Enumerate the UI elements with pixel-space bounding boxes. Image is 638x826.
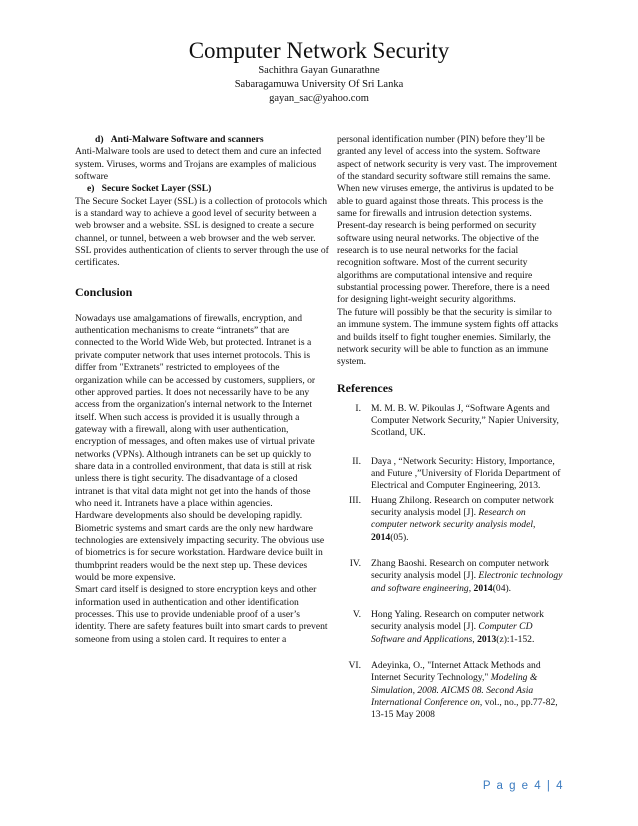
references-list [337, 403, 563, 722]
reference-separator: , [468, 582, 474, 594]
page-divider: | [546, 780, 552, 792]
reference-number: V. [352, 609, 361, 620]
reference-text: Hong Yaling. Research on computer network security analysis model [J]. [371, 609, 544, 633]
reference-journal: Computer CD Software and Applications [371, 621, 533, 645]
reference-issue: (z):1-152. [496, 633, 535, 645]
paragraph-continued: personal identification number (PIN) before they’ll be granted any level of access into the system. Software aspect of network security is very vast. The improvement of the standard security software still remains the same. When new viruses emerge, the antivirus is updated to be able to guard against those threats. This process is the same for firewalls and intrusion detection systems. Present-day research is being performed on security software using neural networks. The objective of the research is to use neural networks for the facial recognition software. Most of the current security algorithms are computational intensive and require substantial processing power. Therefore, there is a need for designing light-weight security algorithms. [337, 134, 558, 306]
reference-item [337, 609, 563, 646]
reference-text: M. M. B. W. Pikoulas J, “Software Agents and Computer Network Security,” Napier University, Scotland, UK. [371, 402, 559, 439]
subsection-heading-e: e) Secure Socket Layer (SSL) [87, 183, 212, 195]
subsection-heading-d: d) Anti-Malware Software and scanners [95, 134, 264, 145]
reference-issue: , vol., no., pp.77-82, 13-15 May 2008 [371, 697, 558, 721]
reference-separator: , [533, 519, 536, 531]
reference-item [337, 403, 563, 440]
reference-item [337, 495, 563, 544]
reference-issue: (05). [390, 531, 409, 543]
reference-year: 2014 [371, 531, 391, 543]
reference-text: Zhang Baoshi. Research on computer network security analysis model [J]. [371, 557, 549, 582]
reference-journal: Electronic technology and software engineering [371, 570, 563, 594]
reference-separator: , [472, 633, 478, 645]
reference-number: IV. [349, 557, 361, 569]
reference-journal: Research on computer network security analysis model [371, 506, 533, 531]
paragraph-future: The future will possibly be that the security is similar to an immune system. The immune system fights off attacks and builds itself to fight tougher enemies. Similarly, the network security will be able to function as an immune system. [337, 306, 559, 368]
reference-number: VI. [348, 660, 361, 672]
reference-issue: (04). [492, 582, 512, 594]
reference-journal: Modeling & Simulation, 2008. AICMS 08. Second Asia International Conference on [371, 672, 538, 709]
reference-year: 2013 [477, 633, 497, 645]
section-heading-conclusion: Conclusion [75, 284, 133, 299]
author-email: gayan_sac@yahoo.com [269, 93, 369, 104]
reference-item [337, 558, 563, 595]
paragraph-ssl: The Secure Socket Layer (SSL) is a collection of protocols which is a standard way to achieve a good level of security between a web browser and a website. SSL is designed to create a secure channel, or tunnel, between a web browser and the web server. SSL provides authentication of clients to server through the use of certificates. [75, 195, 329, 269]
reference-year: 2014 [473, 582, 493, 594]
paper-header [0, 38, 638, 106]
paper-title: Computer Network Security [188, 38, 450, 63]
reference-number: III. [349, 494, 361, 506]
author-affiliation: Sabaragamuwa University Of Sri Lanka [234, 79, 404, 90]
page-number: 4 [534, 780, 543, 792]
reference-item [337, 456, 563, 493]
reference-text: Adeyinka, O., "Internet Attack Methods and Internet Security Technology," [371, 660, 541, 684]
reference-number: I. [355, 402, 361, 414]
page-total: 4 [556, 780, 564, 792]
paragraph-conclusion-1: Nowadays use amalgamations of firewalls, encryption, and authentication mechanisms to create “intranets” that are connected to the World Wide Web, but protected. Intranet is a private computer network that uses internet protocols. This is differ from "Extranets" restricted to employees of the organization while can be accessed by customers, suppliers, or other approved parties. It does not necessarily have to be any access from the organization's internal network to the Internet itself. When such access is provided it is usually through a gateway with a firewall, along with user authentication, encryption of messages, and often makes use of virtual private networks (VPNs). Although intranets can be set up quickly to share data in a controlled environment, that data is still at risk unless there is tight security. The disadvantage of a closed intranet is that vital data might not get into the hands of those who need it. Intranets have a place within agencies. [75, 312, 316, 509]
reference-text: Huang Zhilong. Research on computer network security analysis model [J]. [371, 494, 554, 518]
paragraph-conclusion-3: Smart card itself is designed to store encryption keys and other information used in authentication and other identification processes. This use to provide undeniable proof of a user’s identity. There are safety features built into smart cards to prevent someone from using a stolen card. It requires to enter a [75, 584, 328, 645]
paragraph-antimalware: Anti-Malware tools are used to detect them and cure an infected system. Viruses, worms and Trojans are examples of malicious software [75, 146, 322, 183]
right-column [337, 134, 563, 722]
page-label: P a g e [482, 780, 530, 792]
section-heading-references: References [337, 380, 393, 395]
reference-item [337, 660, 563, 722]
reference-text: Daya , “Network Security: History, Importance, and Future ,”University of Florida Department of Electrical and Computer Engineering, 2013. [371, 455, 561, 492]
reference-number: II. [352, 455, 361, 467]
paragraph-conclusion-2: Hardware developments also should be developing rapidly. Biometric systems and smart cards are the only new hardware technologies are extensively impacting security. The obvious use of biometrics is for secure workstation. Hardware device built in thumbprint readers would be the next step up. These devices would be more expensive. [75, 510, 325, 583]
left-column [75, 134, 329, 646]
author-name: Sachithra Gayan Gunarathne [258, 65, 380, 76]
page-footer [483, 780, 564, 792]
